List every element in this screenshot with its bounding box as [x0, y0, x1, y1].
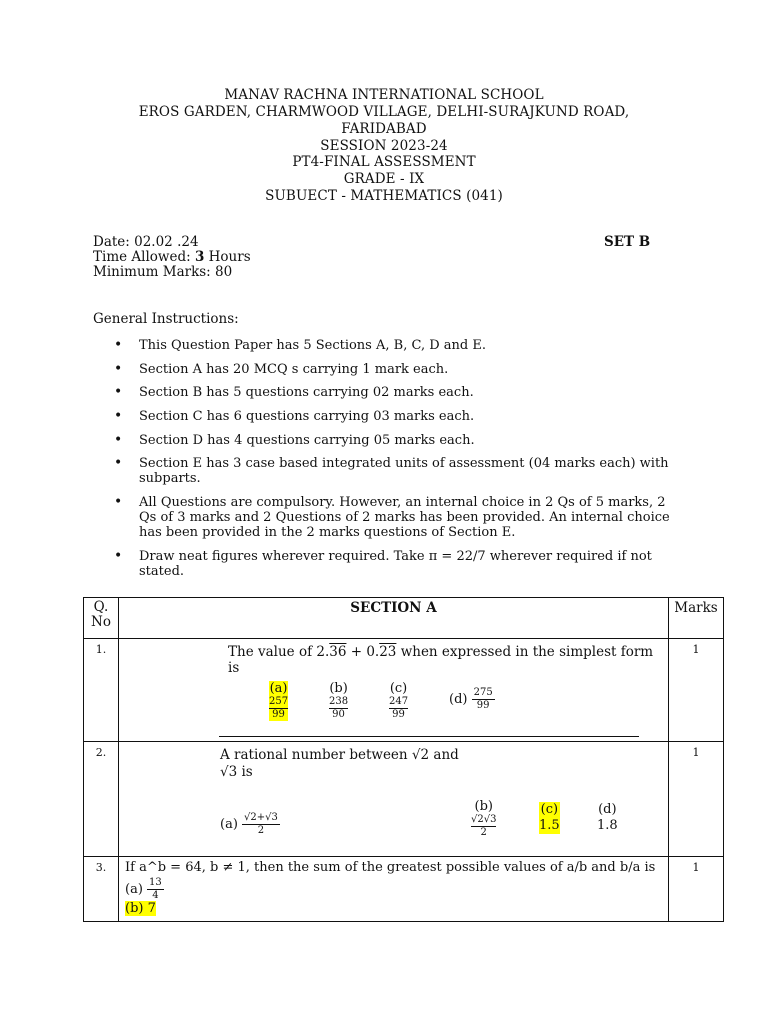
instruction-item: • Draw neat figures wherever required. Take π = 22/7 wherever required if not stated. — [112, 549, 682, 579]
marks-header: Marks — [669, 598, 724, 639]
question-cell — [119, 857, 669, 922]
table-row — [84, 857, 724, 922]
assessment-title: PT4-FINAL ASSESSMENT — [292, 154, 476, 170]
question-marks: 1 — [669, 639, 724, 742]
question-table — [83, 597, 724, 922]
session: SESSION 2023-24 — [320, 138, 448, 154]
option-b: (b) √2√3 2 — [471, 799, 497, 838]
divider — [219, 736, 639, 737]
instruction-item: • Section A has 20 MCQ s carrying 1 mark each. — [112, 362, 682, 377]
option-a: (a) $\frac{√2+√3}{2}$ — [220, 812, 278, 836]
option-b: (b) 238 90 — [329, 681, 349, 720]
option-a: (a) 257 99 — [269, 681, 289, 720]
table-header-row — [84, 598, 724, 639]
repeating-digits: 23 — [379, 644, 397, 660]
school-address-line2: FARIDABAD — [341, 121, 427, 137]
table-row — [84, 639, 724, 742]
instruction-item: • Section E has 3 case based integrated units of assessment (04 marks each) with subparts. — [112, 456, 682, 486]
question-marks: 1 — [669, 742, 724, 857]
school-address-line1: EROS GARDEN, CHARMWOOD VILLAGE, DELHI-SURAJKUND ROAD, — [138, 104, 630, 120]
instruction-item: • This Question Paper has 5 Sections A, B, C, D and E. — [112, 338, 682, 353]
question-text: A rational number between √2 and √3 is — [220, 747, 459, 780]
repeating-digits: 36 — [329, 644, 347, 660]
option-c: (c) 1.5 — [539, 802, 560, 833]
exam-date: Date: 02.02 .24 — [93, 234, 199, 250]
instruction-item: • Section D has 4 questions carrying 05 marks each. — [112, 433, 682, 448]
question-text: The value of 2.36 + 0.23 when expressed in the simplest form is — [228, 644, 654, 676]
option-a: (a) $\frac{13}{4}$ — [125, 877, 162, 901]
instructions-title: General Instructions: — [93, 311, 239, 327]
school-name: MANAV RACHNA INTERNATIONAL SCHOOL — [224, 87, 544, 103]
option-b: (b) 7 — [125, 901, 156, 916]
time-unit: Hours — [204, 249, 251, 265]
question-number: 3. — [84, 857, 119, 922]
option-d: (d) $\frac{275}{99}$ — [449, 687, 493, 711]
question-text: If a^b = 64, b ≠ 1, then the sum of the greatest possible values of a/b and b/a is — [125, 860, 656, 875]
question-number: 1. — [84, 639, 119, 742]
instruction-item: • Section C has 6 questions carrying 03 marks each. — [112, 409, 682, 424]
section-header: SECTION A — [119, 598, 669, 639]
instructions-list — [112, 338, 682, 588]
time-value: 3 — [194, 249, 205, 265]
instruction-item: • Section B has 5 questions carrying 02 marks each. — [112, 385, 682, 400]
qno-header: Q. No — [84, 598, 119, 639]
subject: SUBUECT - MATHEMATICS (041) — [265, 188, 503, 204]
option-d: (d) 1.8 — [597, 802, 618, 833]
table-row — [84, 742, 724, 857]
instruction-item: • All Questions are compulsory. However, an internal choice in 2 Qs of 5 marks, 2 Qs of 3 marks and 2 Questions of 2 marks has been provided. An internal choice has been provided in the 2 marks questions of Section E. — [112, 495, 682, 540]
question-cell — [119, 742, 669, 857]
question-cell — [119, 639, 669, 742]
question-marks: 1 — [669, 857, 724, 922]
option-c: (c) 247 99 — [389, 681, 409, 720]
set-label: SET B — [604, 234, 651, 250]
question-number: 2. — [84, 742, 119, 857]
grade: GRADE - IX — [343, 171, 425, 187]
minimum-marks: Minimum Marks: 80 — [93, 264, 233, 280]
time-allowed — [93, 250, 251, 265]
time-label: Time Allowed: — [93, 249, 195, 265]
